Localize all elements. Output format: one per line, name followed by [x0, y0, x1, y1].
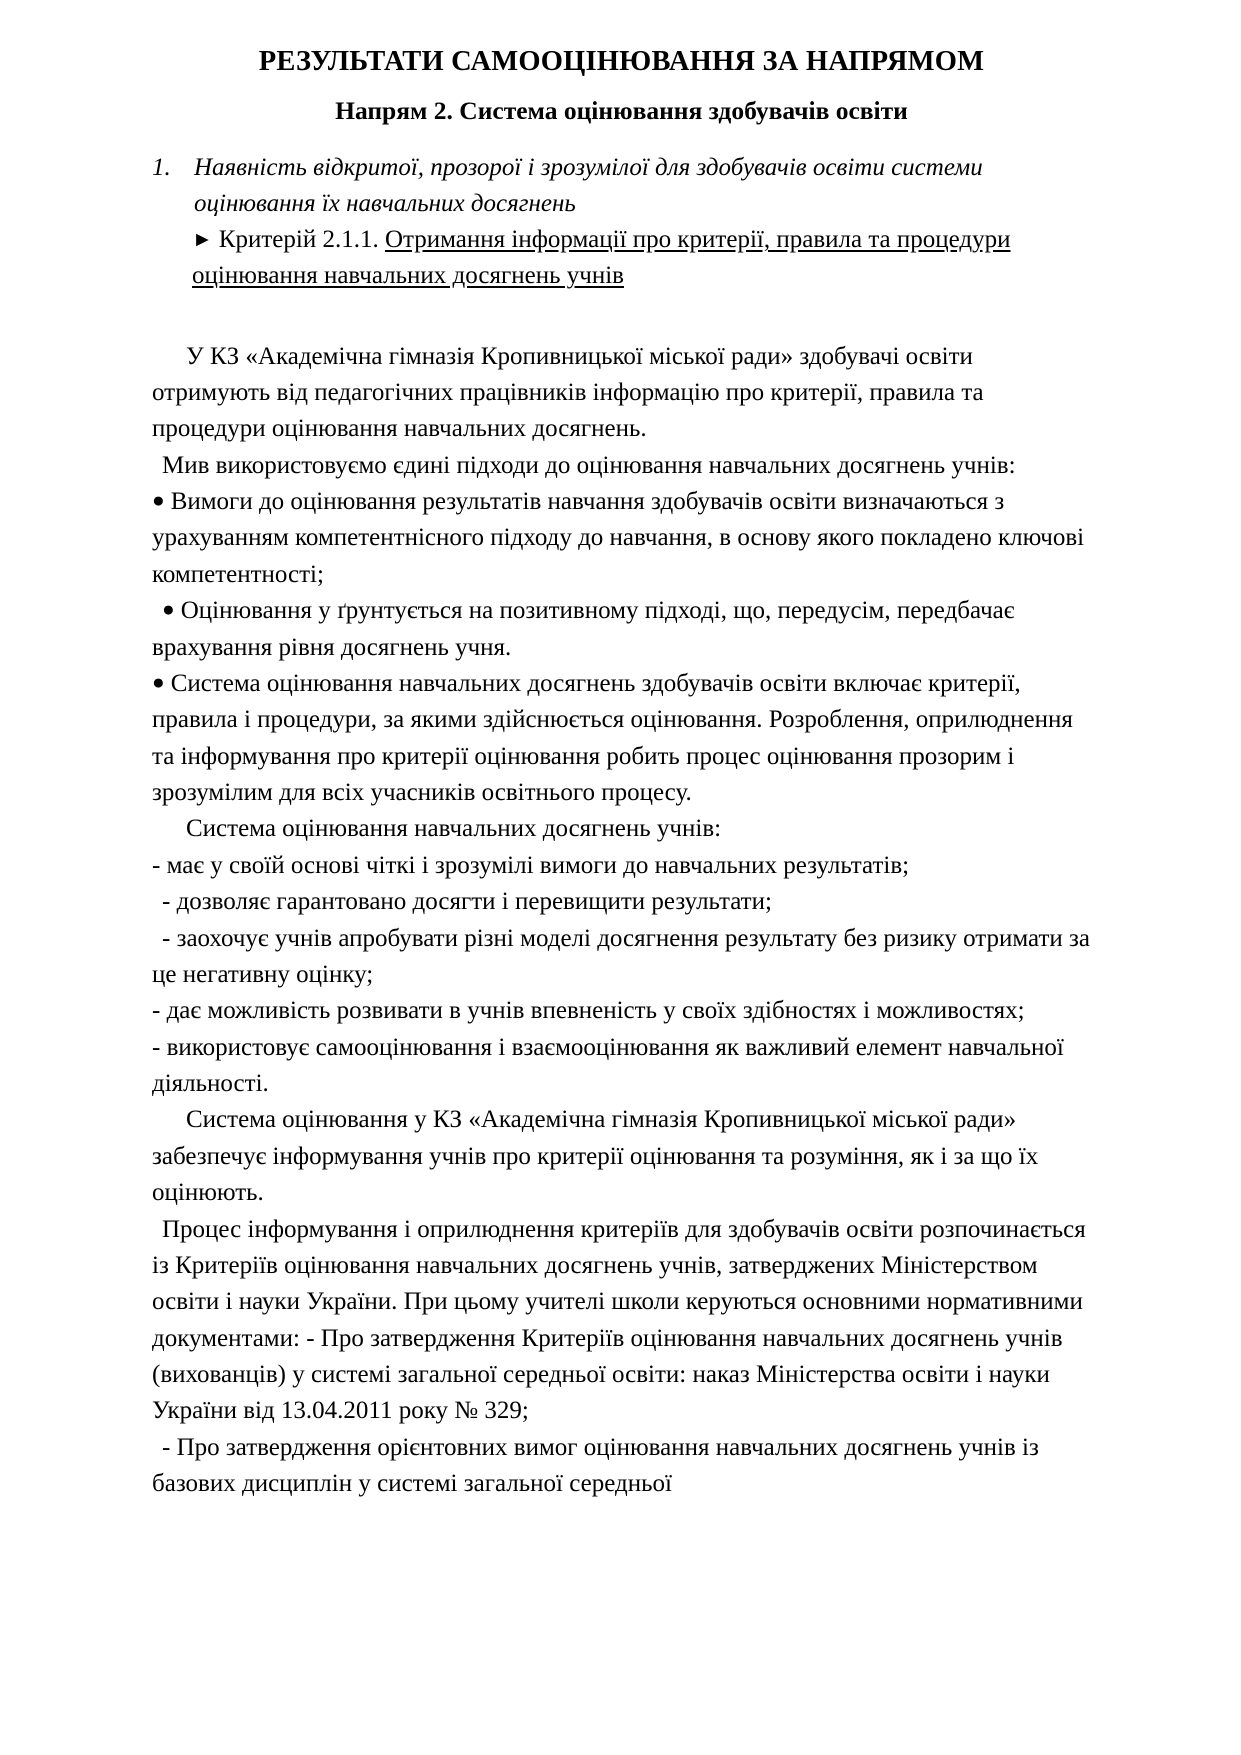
bullet-paragraph-3-text: Система оцінювання навчальних досягнень здобувачів освіти включає критерії, правила і процедури, за якими здійснюється оцінювання. Розроблення, оприлюднення та інформування про критерії оцінювання робить процес оцінювання прозорим і зрозумілим для всіх учасників освітнього процесу. — [152, 669, 1073, 807]
paragraph-intro: У КЗ «Академічна гімназія Кропивницької міської ради» здобувачі освіти отримують від педагогічних працівників інформацію про критерії, правила та процедури оцінювання навчальних досягнень. — [152, 342, 984, 443]
dash-item-4: - дає можливість розвивати в учнів впевненість у своїх здібностях і можливостях; — [152, 997, 1025, 1025]
list-item-text: Наявність відкритої, прозорої і зрозумілої для здобувачів освіти системи оцінювання їх навчальних досягнень — [194, 153, 983, 217]
bullet-paragraph-3 — [152, 666, 1091, 812]
list-item-number: 1. — [152, 153, 171, 181]
paragraph-common-approach: Мив використовуємо єдині підходи до оцінювання навчальних досягнень учнів: — [162, 451, 1016, 479]
bullet-paragraph-2 — [152, 593, 1091, 666]
dot-bullet-icon: ● — [152, 488, 165, 513]
criterion-prefix: Критерій 2.1.1. — [218, 226, 379, 254]
criterion-line — [192, 222, 1091, 295]
dash-item-3: - заохочує учнів апробувати різні моделі досягнення результату без ризику отримати за це негативну оцінку; — [152, 924, 1090, 988]
paragraph-system-school: Система оцінювання у КЗ «Академічна гімназія Кропивницької міської ради» забезпечує інформування учнів про критерії оцінювання та розуміння, як і за що їх оцінюють. — [152, 1106, 1039, 1207]
dot-bullet-icon: ● — [162, 597, 175, 622]
numbered-list-item — [152, 150, 1091, 223]
dash-item-5: - використовує самооцінювання і взаємооцінювання як важливий елемент навчальної діяльності. — [152, 1033, 1064, 1098]
bullet-paragraph-1 — [152, 484, 1091, 593]
paragraph-last: - Про затвердження орієнтовних вимог оцінювання навчальних досягнень учнів із базових дисциплін у системі загальної середньої — [152, 1433, 1039, 1498]
dot-bullet-icon: ● — [152, 669, 165, 694]
paragraph-process: Процес інформування і оприлюднення критеріїв для здобувачів освіти розпочинається із Критеріїв оцінювання навчальних досягнень учнів, затверджених Міністерством освіти і науки України. При цьому учителі школи керуються основними нормативними документами: - Про затвердження Критеріїв оцінювання навчальних досягнень учнів (вихованців) у системі загальної середньої освіти: наказ Міністерства освіти і науки України від 13.04.2011 року № 329; — [152, 1215, 1086, 1425]
page-title: РЕЗУЛЬТАТИ САМООЦІНЮВАННЯ ЗА НАПРЯМОМ — [258, 46, 985, 77]
bullet-paragraph-2-text: Оцінювання у ґрунтується на позитивному підході, що, передусім, передбачає врахування рівня досягнень учня. — [152, 597, 1015, 661]
page-subtitle: Напрям 2. Система оцінювання здобувачів освіти — [335, 96, 908, 126]
dash-item-1: - має у своїй основі чіткі і зрозумілі вимоги до навчальних результатів; — [152, 851, 910, 879]
bullet-paragraph-1-text: Вимоги до оцінювання результатів навчання здобувачів освіти визначаються з урахуванням компетентнісного підходу до навчання, в основу якого покладено ключові компетентності; — [152, 488, 1085, 588]
triangle-bullet-icon: ► — [192, 227, 213, 252]
criterion-underlined-text: Отримання інформації про критерії, правила та процедури оцінювання навчальних досягнень учнів — [192, 226, 1011, 290]
dash-item-2: - дозволяє гарантовано досягти і перевищити результати; — [162, 888, 772, 916]
document-body — [152, 339, 1091, 1503]
paragraph-system-heading: Система оцінювання навчальних досягнень учнів: — [186, 815, 722, 843]
